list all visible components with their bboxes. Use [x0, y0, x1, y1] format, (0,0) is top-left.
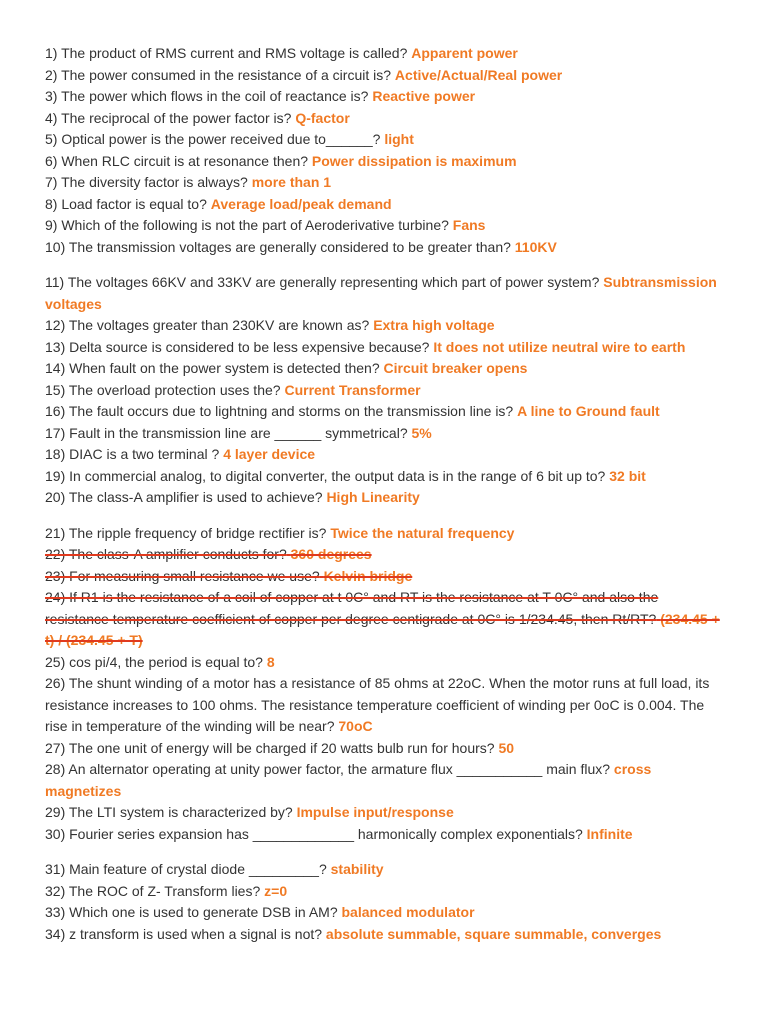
question-item: [45, 673, 725, 738]
question-item: [45, 881, 725, 903]
question-text: 30) Fourier series expansion has _____________ harmonically complex exponentials?: [45, 825, 583, 842]
question-text: 3) The power which flows in the coil of reactance is?: [45, 88, 369, 104]
answer-text: Extra high voltage: [373, 317, 495, 333]
question-item: [45, 172, 725, 194]
answer-text: Subtransmission voltages: [45, 274, 717, 312]
question-text: 9) Which of the following is not the part of Aeroderivative turbine?: [45, 217, 449, 233]
question: [45, 67, 562, 83]
question: [45, 861, 384, 877]
question-item: [45, 337, 725, 359]
question-item: [45, 566, 725, 588]
struck-question: [45, 568, 412, 584]
answer-text: 4 layer device: [223, 446, 316, 462]
question-text: 26) The shunt winding of a motor has a resistance of 85 ohms at 22oC. When the motor runs at full load, its resistance increases to 100 ohms. The resistance temperature coefficient of winding per 0oC is 0.004. The rise in temperature of the winding will be near?: [45, 675, 710, 734]
answer-text: Infinite: [586, 825, 633, 842]
answer-text: Current Transformer: [284, 381, 421, 398]
answer-text: Power dissipation is maximum: [311, 152, 517, 169]
question-group: [0, 523, 725, 846]
answer-text: absolute summable, square summable, converges: [325, 925, 662, 942]
question: [45, 196, 392, 212]
question-text: 17) Fault in the transmission line are ______ symmetrical?: [45, 424, 408, 441]
question-text: 2) The power consumed in the resistance of a circuit is?: [45, 66, 392, 83]
answer-text: Impulse input/response: [296, 804, 454, 820]
question-group: [0, 0, 725, 258]
question-item: [45, 315, 725, 337]
answer-text: Circuit breaker opens: [383, 360, 528, 376]
answer-text: Apparent power: [411, 45, 518, 61]
question-text: 29) The LTI system is characterized by?: [45, 804, 293, 820]
question-text: 24) If R1 is the resistance of a coil of copper at t 0C° and RT is the resistance at T 0C° and also the resistance temperature coefficient of copper per degree centigrade at 0C° is 1/234.45, then Rt/RT?: [45, 589, 659, 627]
question-item: [45, 65, 725, 87]
question: [45, 425, 432, 441]
question-item: [45, 523, 725, 545]
question-item: [45, 358, 725, 380]
answer-text: Reactive power: [372, 88, 476, 104]
answer-text: Kelvin bridge: [323, 567, 413, 584]
question-item: [45, 151, 725, 173]
question: [45, 525, 514, 541]
answer-text: Twice the natural frequency: [330, 524, 515, 541]
question: [45, 468, 646, 484]
question-item: [45, 108, 725, 130]
question-item: [45, 587, 725, 652]
question-text: 15) The overload protection uses the?: [45, 381, 281, 398]
question: [45, 88, 475, 104]
question-text: 19) In commercial analog, to digital converter, the output data is in the range of 6 bit up to?: [45, 467, 606, 484]
question-group: [0, 272, 725, 509]
question-text: 7) The diversity factor is always?: [45, 174, 248, 190]
question-text: 1) The product of RMS current and RMS voltage is called?: [45, 45, 408, 61]
answer-text: more than 1: [251, 174, 332, 190]
question-item: [45, 272, 725, 315]
question-text: 8) Load factor is equal to?: [45, 195, 207, 212]
question-text: 11) The voltages 66KV and 33KV are generally representing which part of power system?: [45, 274, 600, 290]
question-text: 12) The voltages greater than 230KV are known as?: [45, 317, 370, 333]
question-text: 13) Delta source is considered to be less expensive because?: [45, 338, 430, 355]
question-item: [45, 824, 725, 846]
question: [45, 804, 454, 820]
question-text: 14) When fault on the power system is detected then?: [45, 360, 380, 376]
question-item: [45, 802, 725, 824]
question-group: [0, 859, 725, 945]
question: [45, 926, 661, 942]
question-text: 33) Which one is used to generate DSB in AM?: [45, 904, 338, 920]
question: [45, 317, 495, 333]
answer-text: stability: [330, 861, 384, 877]
answer-text: 360 degrees: [290, 546, 372, 562]
question: [45, 382, 421, 398]
answer-text: Active/Actual/Real power: [394, 66, 563, 83]
question-text: 10) The transmission voltages are generally considered to be greater than?: [45, 238, 511, 255]
answer-text: 5%: [411, 424, 432, 441]
answer-text: z=0: [264, 882, 288, 899]
question-text: 16) The fault occurs due to lightning and storms on the transmission line is?: [45, 403, 514, 419]
question-item: [45, 129, 725, 151]
answer-text: light: [384, 131, 414, 147]
question: [45, 446, 315, 462]
struck-question: [45, 589, 720, 648]
question: [45, 339, 685, 355]
answer-text: Average load/peak demand: [210, 195, 392, 212]
question: [45, 740, 514, 756]
question: [45, 217, 485, 233]
question-text: 20) The class-A amplifier is used to achieve?: [45, 489, 323, 505]
question-item: [45, 487, 725, 509]
question: [45, 883, 287, 899]
answer-text: 8: [266, 653, 275, 670]
question: [45, 131, 414, 147]
question: [45, 153, 517, 169]
question-text: 5) Optical power is the power received due to______?: [45, 131, 381, 147]
question-item: [45, 237, 725, 259]
question-item: [45, 194, 725, 216]
question-text: 31) Main feature of crystal diode _________?: [45, 861, 327, 877]
question: [45, 174, 331, 190]
question-item: [45, 43, 725, 65]
question-item: [45, 544, 725, 566]
question-item: [45, 444, 725, 466]
answer-text: High Linearity: [326, 489, 420, 505]
answer-text: It does not utilize neutral wire to earth: [433, 338, 686, 355]
question: [45, 403, 660, 419]
answer-text: 32 bit: [609, 467, 646, 484]
question-item: [45, 924, 725, 946]
answer-text: Q-factor: [295, 109, 350, 126]
question: [45, 239, 557, 255]
question-item: [45, 380, 725, 402]
question-item: [45, 401, 725, 423]
answer-text: cross magnetizes: [45, 761, 652, 799]
question: [45, 675, 709, 734]
question: [45, 904, 475, 920]
question-text: 27) The one unit of energy will be charged if 20 watts bulb run for hours?: [45, 739, 495, 756]
question-text: 21) The ripple frequency of bridge rectifier is?: [45, 524, 327, 541]
answer-text: Fans: [452, 217, 486, 233]
question-text: 4) The reciprocal of the power factor is?: [45, 109, 292, 126]
question-item: [45, 86, 725, 108]
question-text: 23) For measuring small resistance we use?: [45, 567, 320, 584]
question-item: [45, 466, 725, 488]
question: [45, 654, 275, 670]
question-item: [45, 759, 725, 802]
question-item: [45, 859, 725, 881]
question-text: 28) An alternator operating at unity power factor, the armature flux ___________ main flux?: [45, 761, 611, 777]
question-item: [45, 652, 725, 674]
question: [45, 360, 527, 376]
question-item: [45, 423, 725, 445]
question-item: [45, 738, 725, 760]
question: [45, 489, 420, 505]
question-text: 6) When RLC circuit is at resonance then?: [45, 152, 309, 169]
answer-text: 50: [498, 739, 515, 756]
struck-question: [45, 546, 372, 562]
question: [45, 274, 717, 312]
question: [45, 761, 651, 799]
question-text: 18) DIAC is a two terminal ?: [45, 446, 220, 462]
question-item: [45, 215, 725, 237]
answer-text: 110KV: [514, 238, 557, 255]
answer-text: 70oC: [338, 718, 373, 734]
question-text: 32) The ROC of Z- Transform lies?: [45, 882, 261, 899]
answer-text: (234.45 + t) / (234.45 + T): [45, 610, 720, 648]
answer-text: A line to Ground fault: [517, 403, 660, 419]
question: [45, 45, 518, 61]
question: [45, 110, 350, 126]
question-text: 25) cos pi/4, the period is equal to?: [45, 653, 263, 670]
question-item: [45, 902, 725, 924]
question: [45, 826, 633, 842]
question-text: 22) The class-A amplifier conducts for?: [45, 546, 287, 562]
question-text: 34) z transform is used when a signal is not?: [45, 925, 323, 942]
answer-text: balanced modulator: [341, 904, 475, 920]
